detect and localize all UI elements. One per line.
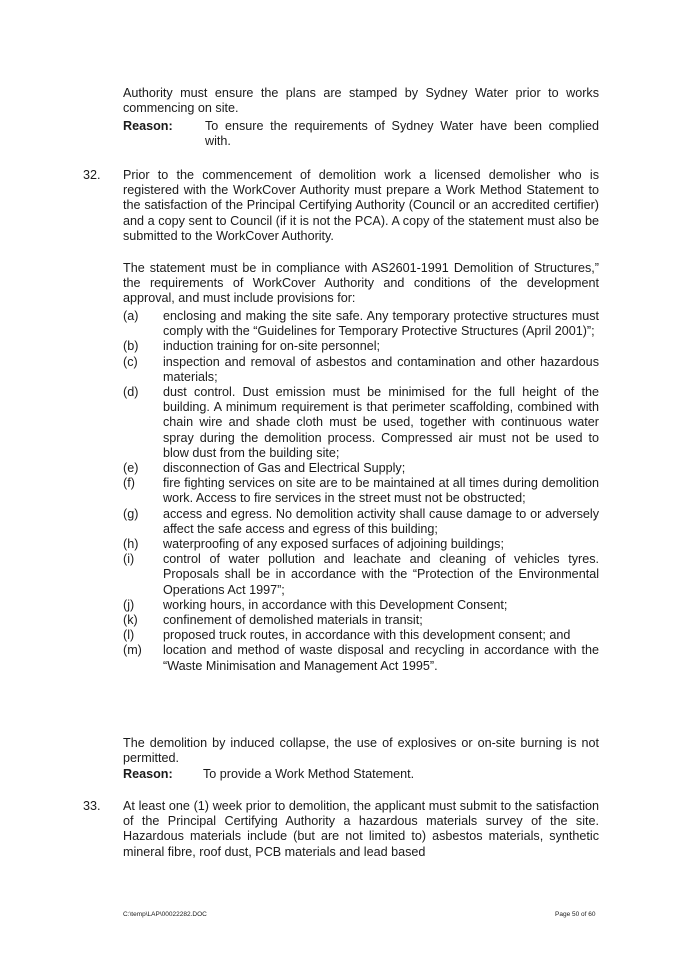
list-item-label: (g) — [123, 506, 139, 521]
list-item-label: (b) — [123, 339, 139, 354]
list-item — [123, 507, 599, 537]
list-item-text: working hours, in accordance with this Development Consent; — [163, 597, 508, 612]
list-item-text: location and method of waste disposal and recycling in accordance with the “Waste Minimisation and Management Act 1995”. — [163, 643, 599, 673]
condition-33-paragraph: At least one (1) week prior to demolition, the applicant must submit to the satisfaction of the Principal Certifying Authority a hazardous materials survey of the site. Hazardous materials include (but are not limited to) asbestos materials, synthetic mineral fibre, roof dust, PCB materials and lead based — [123, 799, 599, 859]
list-item — [123, 355, 599, 385]
list-item-label: (e) — [123, 461, 139, 476]
list-item — [123, 537, 599, 552]
list-item-label: (m) — [123, 643, 142, 658]
list-item — [123, 309, 599, 339]
list-item-label: (d) — [123, 385, 139, 400]
list-item-text: inspection and removal of asbestos and contamination and other hazardous materials; — [163, 354, 599, 384]
reason-label: Reason: — [123, 767, 173, 781]
list-item-text: proposed truck routes, in accordance with this development consent; and — [163, 628, 571, 643]
list-item-text: enclosing and making the site safe. Any temporary protective structures must comply with the “Guidelines for Temporary Protective Structures (April 2001)”; — [163, 309, 599, 339]
list-item — [123, 628, 599, 643]
list-item-text: induction training for on-site personnel; — [163, 339, 381, 354]
reason-text: To provide a Work Method Statement. — [203, 767, 415, 781]
list-item-label: (h) — [123, 537, 139, 552]
intro-paragraph: Authority must ensure the plans are stamped by Sydney Water prior to works commencing on site. — [123, 86, 599, 116]
list-item — [123, 385, 599, 461]
list-item-text: control of water pollution and leachate and cleaning of vehicles tyres. Proposals shall be in accordance with the “Protection of the Environmental Operations Act 1997”; — [163, 552, 599, 597]
condition-number-33: 33. — [83, 799, 101, 813]
condition-number-32: 32. — [83, 168, 101, 182]
list-item-label: (l) — [123, 628, 135, 643]
list-item — [123, 598, 599, 613]
list-item-label: (i) — [123, 552, 135, 567]
list-item — [123, 339, 599, 354]
list-item-label: (a) — [123, 309, 139, 323]
list-item-label: (j) — [123, 597, 135, 612]
list-item-text: fire fighting services on site are to be maintained at all times during demolition work. Access to fire services in the street must not be obstructed; — [163, 476, 599, 506]
list-item-text: dust control. Dust emission must be minimised for the full height of the building. A minimum requirement is that perimeter scaffolding, combined with chain wire and shade cloth must be used, together with continuous water spray during the demolition process. Compressed air must not be used to blow dust from the building site; — [163, 385, 599, 460]
condition-32-closing: The demolition by induced collapse, the use of explosives or on-site burning is not permitted. — [123, 736, 599, 766]
reason-text: To ensure the requirements of Sydney Water have been complied with. — [205, 119, 599, 149]
list-item-text: access and egress. No demolition activity shall cause damage to or adversely affect the safe access and egress of this building; — [163, 506, 599, 536]
list-item — [123, 461, 599, 476]
list-item — [123, 552, 599, 598]
list-item-text: confinement of demolished materials in transit; — [163, 613, 423, 628]
list-item-text: waterproofing of any exposed surfaces of adjoining buildings; — [163, 537, 504, 552]
footer-file-path: C:\temp\LAP\00022282.DOC — [123, 911, 207, 918]
list-item — [123, 476, 599, 506]
footer-page-number: Page 50 of 60 — [555, 911, 596, 918]
condition-32-paragraph-1: Prior to the commencement of demolition work a licensed demolisher who is registered with the WorkCover Authority must prepare a Work Method Statement to the satisfaction of the Principal Certifying Authority (Council or an accredited certifier) and a copy sent to Council (if it is not the PCA). A copy of the statement must also be submitted to the WorkCover Authority. — [123, 168, 599, 243]
condition-32-paragraph-2: The statement must be in compliance with AS2601-1991 Demolition of Structures,” the requirements of WorkCover Authority and conditions of the development approval, and must include provisions for: — [123, 261, 599, 306]
list-item-text: disconnection of Gas and Electrical Supply; — [163, 461, 406, 476]
provisions-list — [123, 309, 599, 674]
list-item-label: (c) — [123, 354, 138, 369]
list-item-label: (k) — [123, 613, 138, 628]
reason-label: Reason: — [123, 119, 173, 133]
list-item — [123, 613, 599, 628]
list-item-label: (f) — [123, 476, 135, 491]
list-item — [123, 643, 599, 673]
